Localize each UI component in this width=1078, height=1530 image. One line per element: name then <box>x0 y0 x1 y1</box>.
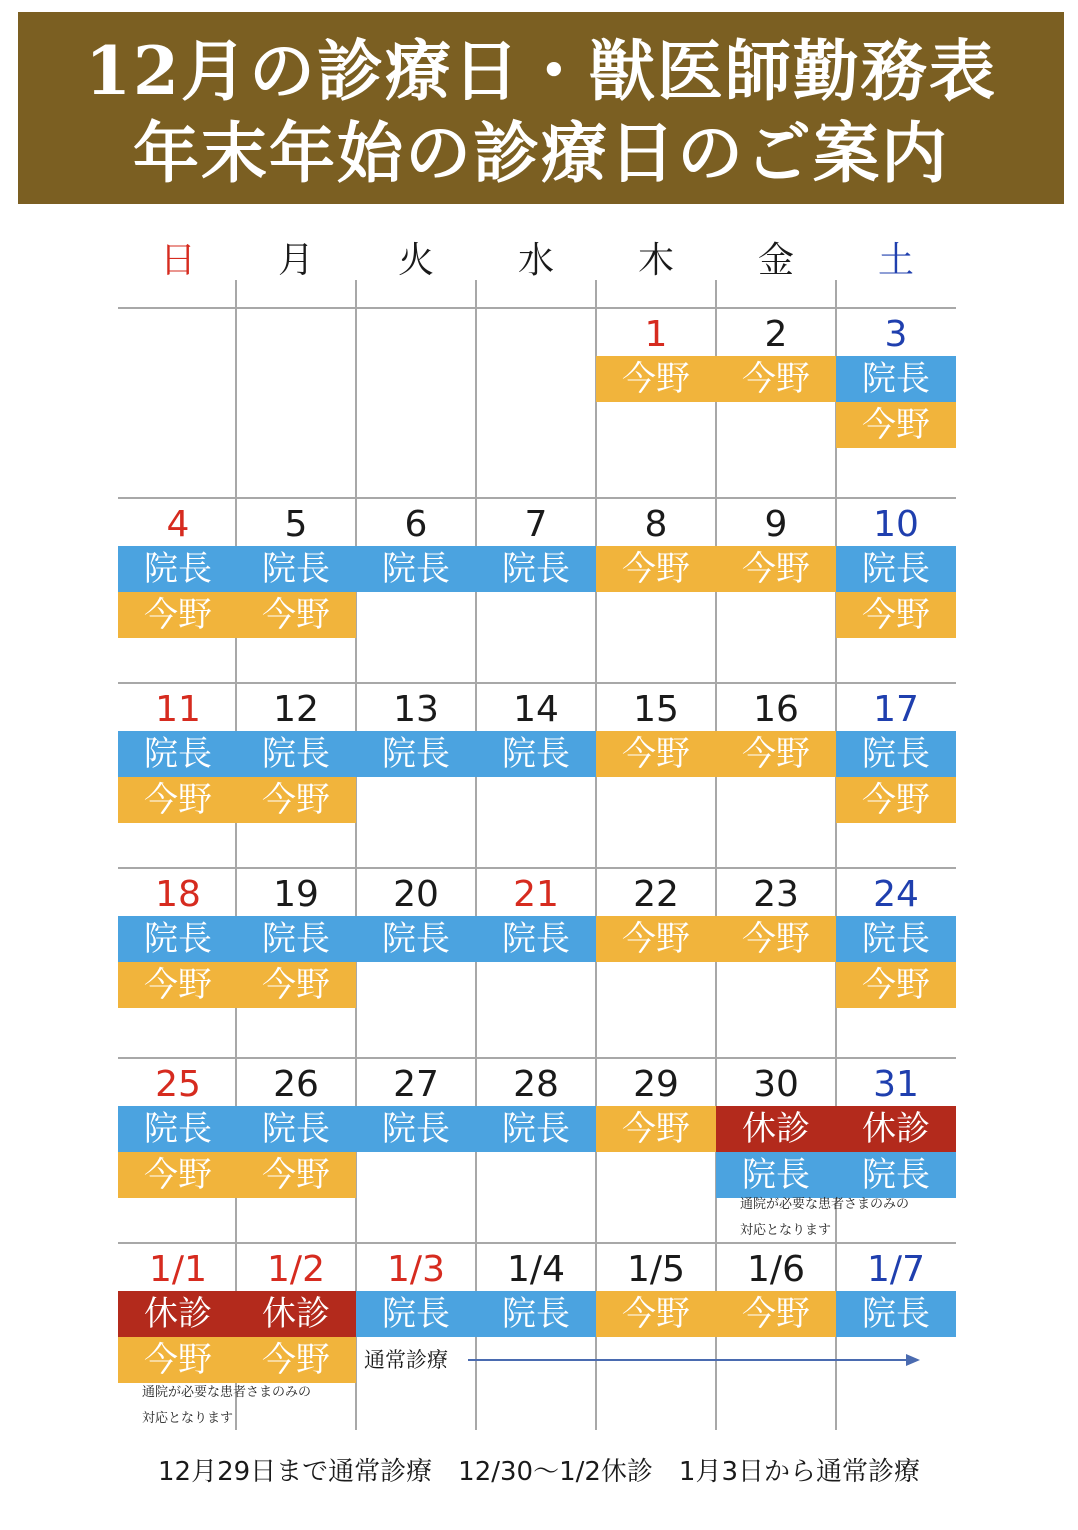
director-shift: 院長 <box>356 1106 476 1152</box>
closed-badge: 休診 <box>716 1106 836 1152</box>
director-shift: 院長 <box>236 916 356 962</box>
normal-service-label: 通常診療 <box>364 1348 448 1372</box>
konno-shift: 今野 <box>596 356 716 402</box>
date-number: 29 <box>633 1064 679 1105</box>
date-number: 25 <box>155 1064 201 1105</box>
konno-shift: 今野 <box>836 777 956 823</box>
date-number: 19 <box>273 874 319 915</box>
closed-badge: 休診 <box>836 1106 956 1152</box>
konno-shift: 今野 <box>118 592 238 638</box>
date-number: 26 <box>273 1064 319 1105</box>
director-shift: 院長 <box>356 916 476 962</box>
konno-shift: 今野 <box>596 916 716 962</box>
director-shift: 院長 <box>118 731 238 777</box>
date-number: 11 <box>155 689 201 730</box>
konno-shift: 今野 <box>118 777 238 823</box>
director-shift: 院長 <box>476 1291 596 1337</box>
weekday-header: 月 <box>277 240 314 281</box>
director-shift: 院長 <box>836 731 956 777</box>
director-shift: 院長 <box>476 731 596 777</box>
date-number: 10 <box>873 504 919 545</box>
right-arrow-icon <box>466 1348 926 1372</box>
konno-shift: 今野 <box>596 731 716 777</box>
director-shift: 院長 <box>476 546 596 592</box>
note-line: 通院が必要な患者さまのみの <box>740 1197 910 1212</box>
date-number: 1/2 <box>267 1249 325 1290</box>
date-number: 1/4 <box>507 1249 565 1290</box>
weekday-header: 土 <box>877 240 914 281</box>
konno-shift: 今野 <box>236 1152 356 1198</box>
konno-shift: 今野 <box>596 546 716 592</box>
note-line: 通院が必要な患者さまのみの <box>142 1385 312 1400</box>
konno-shift: 今野 <box>236 592 356 638</box>
date-number: 1/7 <box>867 1249 925 1290</box>
date-number: 30 <box>753 1064 799 1105</box>
konno-shift: 今野 <box>118 1152 238 1198</box>
date-number: 24 <box>873 874 919 915</box>
director-shift: 院長 <box>236 731 356 777</box>
konno-shift: 今野 <box>596 1291 716 1337</box>
closed-badge: 休診 <box>236 1291 356 1337</box>
date-number: 1/3 <box>387 1249 445 1290</box>
director-shift: 院長 <box>118 1106 238 1152</box>
date-number: 27 <box>393 1064 439 1105</box>
date-number: 28 <box>513 1064 559 1105</box>
grid-divider <box>118 497 956 499</box>
director-shift: 院長 <box>118 916 238 962</box>
grid-divider <box>118 682 956 684</box>
konno-shift: 今野 <box>836 962 956 1008</box>
director-shift: 院長 <box>476 1106 596 1152</box>
date-number: 16 <box>753 689 799 730</box>
grid-divider <box>118 867 956 869</box>
date-number: 7 <box>524 504 548 545</box>
date-number: 2 <box>764 314 788 355</box>
director-shift: 院長 <box>836 546 956 592</box>
director-shift: 院長 <box>716 1152 836 1198</box>
konno-shift: 今野 <box>716 546 836 592</box>
dec30-note <box>740 1192 909 1244</box>
date-number: 5 <box>284 504 308 545</box>
grid-divider <box>118 1057 956 1059</box>
date-number: 1 <box>644 314 668 355</box>
grid-divider <box>118 307 956 309</box>
date-number: 3 <box>884 314 908 355</box>
director-shift: 院長 <box>356 1291 476 1337</box>
konno-shift: 今野 <box>236 962 356 1008</box>
date-number: 31 <box>873 1064 919 1105</box>
date-number: 9 <box>764 504 788 545</box>
director-shift: 院長 <box>236 546 356 592</box>
konno-shift: 今野 <box>836 402 956 448</box>
closed-badge: 休診 <box>118 1291 238 1337</box>
note-line: 対応となります <box>142 1411 234 1426</box>
director-shift: 院長 <box>476 916 596 962</box>
konno-shift: 今野 <box>716 356 836 402</box>
date-number: 23 <box>753 874 799 915</box>
director-shift: 院長 <box>836 916 956 962</box>
date-number: 18 <box>155 874 201 915</box>
date-number: 4 <box>166 504 190 545</box>
director-shift: 院長 <box>836 1291 956 1337</box>
konno-shift: 今野 <box>716 916 836 962</box>
director-shift: 院長 <box>356 546 476 592</box>
title-line-2: 年末年始の診療日のご案内 <box>133 114 949 192</box>
date-number: 8 <box>644 504 668 545</box>
date-number: 1/5 <box>627 1249 685 1290</box>
date-number: 6 <box>404 504 428 545</box>
footer-summary: 12月29日まで通常診療 12/30〜1/2休診 1月3日から通常診療 <box>157 1457 921 1487</box>
date-number: 13 <box>393 689 439 730</box>
konno-shift: 今野 <box>716 731 836 777</box>
weekday-header: 金 <box>757 240 794 281</box>
director-shift: 院長 <box>836 356 956 402</box>
director-shift: 院長 <box>236 1106 356 1152</box>
director-shift: 院長 <box>118 546 238 592</box>
director-shift: 院長 <box>836 1152 956 1198</box>
weekday-header: 水 <box>517 240 554 281</box>
konno-shift: 今野 <box>716 1291 836 1337</box>
note-line: 対応となります <box>740 1223 832 1238</box>
konno-shift: 今野 <box>836 592 956 638</box>
konno-shift: 今野 <box>118 962 238 1008</box>
date-number: 15 <box>633 689 679 730</box>
date-number: 12 <box>273 689 319 730</box>
weekday-header: 火 <box>397 240 434 281</box>
date-number: 1/6 <box>747 1249 805 1290</box>
director-shift: 院長 <box>356 731 476 777</box>
date-number: 21 <box>513 874 559 915</box>
date-number: 17 <box>873 689 919 730</box>
konno-shift: 今野 <box>118 1337 238 1383</box>
title-banner <box>18 12 1064 204</box>
konno-shift: 今野 <box>596 1106 716 1152</box>
title-line-1: 12月の診療日・獣医師勤務表 <box>85 32 997 110</box>
konno-shift: 今野 <box>236 1337 356 1383</box>
weekday-header: 日 <box>159 240 196 281</box>
konno-shift: 今野 <box>236 777 356 823</box>
weekday-header: 木 <box>637 240 674 281</box>
date-number: 14 <box>513 689 559 730</box>
date-number: 1/1 <box>149 1249 207 1290</box>
jan1-note <box>142 1380 311 1432</box>
date-number: 22 <box>633 874 679 915</box>
date-number: 20 <box>393 874 439 915</box>
